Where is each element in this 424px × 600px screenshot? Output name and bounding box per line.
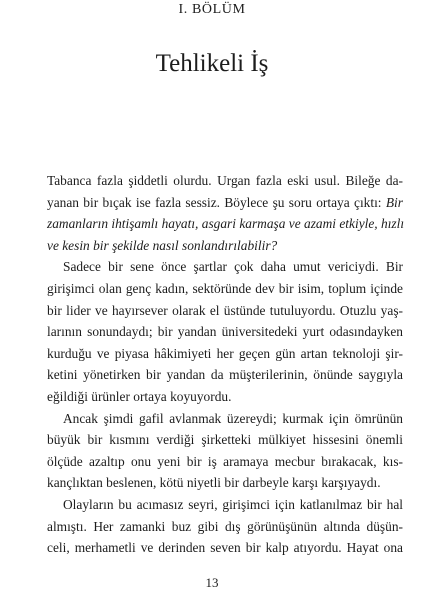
text-line: kançlıktan beslenen, kötü niyetli bir darbeyle karşı karşıyaydı. (47, 475, 381, 491)
text-line: girişimci olan genç kadın, sektöründe dev bir isim, toplum içinde (47, 280, 403, 296)
text-line: yanan bir bıçak ise fazla sessiz. Böylece şu soru ortaya çıktı: Bir (47, 194, 403, 210)
text-line: ketini yönetirken bir yandan da müşterilerinin, önünde saygıyla (47, 367, 403, 383)
text-line: larının sonundaydı; bir yandan üniversitedeki yurt odasındayken (47, 324, 403, 340)
chapter-label: I. BÖLÜM (178, 2, 246, 17)
text-line: almıştı. Her zamanki buz gibi dış görünüşünün altında düşün- (47, 518, 403, 534)
text-line: zamanların ihtişamlı hayatı, asgari karmaşa ve azami etkiyle, hızlı (47, 216, 405, 232)
text-line: büyük bir kısmını verdiği şirketteki mülkiyet hissesini önemli (47, 432, 403, 448)
text-line: kurduğu ve piyasa hâkimiyeti her geçen gün artan teknoloji şir- (47, 345, 403, 361)
text-line: ve kesin bir şekilde nasıl sonlandırılabilir? (47, 237, 278, 253)
text-line: Sadece bir sene önce şartlar çok daha umut vericiydi. Bir (63, 259, 403, 275)
chapter-title: Tehlikeli İş (155, 50, 269, 77)
text-line: celi, merhametli ve derinden seven bir kalp atıyordu. Hayat ona (47, 540, 403, 556)
page-number: 13 (205, 575, 219, 590)
text-line: bir lider ve hayırsever olarak el üstünde tutuluyordu. Otuzlu yaş- (47, 302, 403, 318)
text-line: Olayların bu acımasız seyri, girişimci için katlanılmaz bir hal (63, 496, 403, 512)
text-line: Ancak şimdi gafil avlanmak üzereydi; kurmak için ömrünün (63, 410, 403, 426)
text-line: eğildiği ürünler ortaya koyuyordu. (47, 388, 232, 404)
text-line: ölçüde azaltıp onu yeni bir iş aramaya mecbur bırakacak, kıs- (47, 453, 403, 469)
body-text (47, 170, 403, 559)
text-line: Tabanca fazla şiddetli olurdu. Urgan fazla eski usul. Bileğe da- (47, 173, 403, 188)
